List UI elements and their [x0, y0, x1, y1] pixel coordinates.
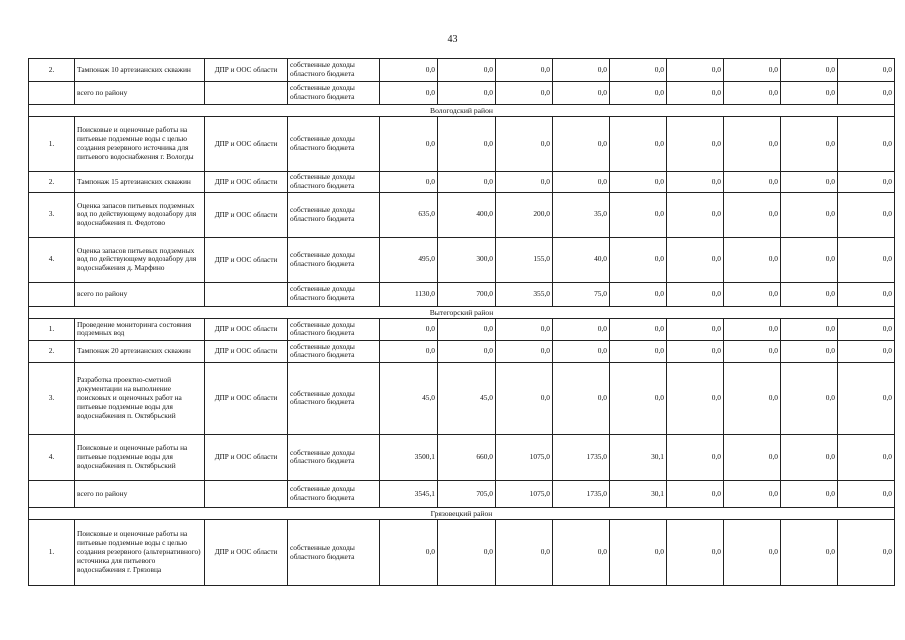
amount-cell: 0,0 — [724, 520, 781, 586]
table-row — [29, 362, 895, 434]
row-number: 2. — [29, 172, 75, 193]
amount-cell: 0,0 — [838, 172, 895, 193]
amount-cell: 0,0 — [553, 172, 610, 193]
program-table — [28, 58, 895, 586]
funding-source: собственные доходы областного бюджета — [288, 434, 380, 480]
amount-cell: 0,0 — [380, 340, 438, 362]
executor: ДПР и ООС области — [205, 434, 288, 480]
amount-cell: 0,0 — [496, 520, 553, 586]
amount-cell: 495,0 — [380, 237, 438, 282]
amount-cell: 0,0 — [438, 172, 496, 193]
amount-cell: 0,0 — [724, 362, 781, 434]
amount-cell: 0,0 — [553, 340, 610, 362]
funding-source: собственные доходы областного бюджета — [288, 117, 380, 172]
amount-cell: 0,0 — [496, 172, 553, 193]
executor: ДПР и ООС области — [205, 59, 288, 82]
page-number: 43 — [447, 34, 458, 45]
amount-cell: 0,0 — [553, 318, 610, 340]
district-header-row — [29, 306, 895, 318]
executor: ДПР и ООС области — [205, 362, 288, 434]
amount-cell: 0,0 — [667, 520, 724, 586]
table-row — [29, 318, 895, 340]
amount-cell: 0,0 — [553, 82, 610, 105]
row-number: 1. — [29, 117, 75, 172]
amount-cell: 635,0 — [380, 192, 438, 237]
amount-cell: 0,0 — [781, 434, 838, 480]
amount-cell: 0,0 — [838, 520, 895, 586]
amount-cell: 0,0 — [380, 172, 438, 193]
executor: ДПР и ООС области — [205, 520, 288, 586]
amount-cell: 0,0 — [667, 434, 724, 480]
amount-cell: 0,0 — [781, 318, 838, 340]
amount-cell: 0,0 — [781, 237, 838, 282]
amount-cell: 0,0 — [610, 192, 667, 237]
district-name: Грязовецкий район — [29, 507, 895, 519]
amount-cell: 0,0 — [380, 82, 438, 105]
work-description: всего по району — [75, 282, 205, 306]
amount-cell: 0,0 — [667, 117, 724, 172]
amount-cell: 0,0 — [496, 59, 553, 82]
amount-cell: 0,0 — [667, 172, 724, 193]
work-description: Тампонаж 15 артезианских скважин — [75, 172, 205, 193]
amount-cell: 355,0 — [496, 282, 553, 306]
amount-cell: 400,0 — [438, 192, 496, 237]
amount-cell: 40,0 — [553, 237, 610, 282]
row-number — [29, 480, 75, 507]
work-description: всего по району — [75, 82, 205, 105]
row-number: 3. — [29, 192, 75, 237]
amount-cell: 1075,0 — [496, 434, 553, 480]
table-row — [29, 192, 895, 237]
amount-cell: 1130,0 — [380, 282, 438, 306]
amount-cell: 0,0 — [667, 362, 724, 434]
amount-cell: 0,0 — [838, 434, 895, 480]
amount-cell: 0,0 — [438, 340, 496, 362]
work-description: Оценка запасов питьевых подземных вод по действующему водозабору для водоснабжения п. Федотово — [75, 192, 205, 237]
amount-cell: 0,0 — [781, 117, 838, 172]
amount-cell: 0,0 — [724, 434, 781, 480]
amount-cell: 0,0 — [781, 59, 838, 82]
executor — [205, 282, 288, 306]
amount-cell: 0,0 — [667, 318, 724, 340]
executor — [205, 82, 288, 105]
row-number: 2. — [29, 59, 75, 82]
row-number: 4. — [29, 237, 75, 282]
table-row — [29, 59, 895, 82]
amount-cell: 660,0 — [438, 434, 496, 480]
funding-source: собственные доходы областного бюджета — [288, 59, 380, 82]
amount-cell: 0,0 — [838, 340, 895, 362]
amount-cell: 0,0 — [438, 59, 496, 82]
amount-cell: 200,0 — [496, 192, 553, 237]
amount-cell: 0,0 — [610, 318, 667, 340]
amount-cell: 0,0 — [438, 520, 496, 586]
funding-source: собственные доходы областного бюджета — [288, 282, 380, 306]
funding-source: собственные доходы областного бюджета — [288, 362, 380, 434]
amount-cell: 0,0 — [838, 318, 895, 340]
funding-source: собственные доходы областного бюджета — [288, 340, 380, 362]
amount-cell: 0,0 — [724, 282, 781, 306]
amount-cell: 0,0 — [610, 82, 667, 105]
amount-cell: 0,0 — [724, 480, 781, 507]
amount-cell: 0,0 — [781, 362, 838, 434]
table-body — [29, 59, 895, 586]
amount-cell: 0,0 — [838, 237, 895, 282]
amount-cell: 0,0 — [724, 117, 781, 172]
amount-cell: 0,0 — [838, 362, 895, 434]
row-number: 1. — [29, 318, 75, 340]
row-number: 4. — [29, 434, 75, 480]
amount-cell: 45,0 — [438, 362, 496, 434]
amount-cell: 0,0 — [838, 480, 895, 507]
amount-cell: 0,0 — [838, 82, 895, 105]
district-name: Вологодский район — [29, 105, 895, 117]
amount-cell: 35,0 — [553, 192, 610, 237]
work-description: Поисковые и оценочные работы на питьевые подземные воды для водоснабжения п. Октябрьский — [75, 434, 205, 480]
amount-cell: 0,0 — [553, 117, 610, 172]
amount-cell: 75,0 — [553, 282, 610, 306]
funding-source: собственные доходы областного бюджета — [288, 192, 380, 237]
amount-cell: 0,0 — [667, 192, 724, 237]
table-row — [29, 237, 895, 282]
amount-cell: 0,0 — [438, 318, 496, 340]
funding-source: собственные доходы областного бюджета — [288, 520, 380, 586]
executor: ДПР и ООС области — [205, 340, 288, 362]
amount-cell: 0,0 — [610, 172, 667, 193]
amount-cell: 0,0 — [553, 59, 610, 82]
executor: ДПР и ООС области — [205, 318, 288, 340]
amount-cell: 0,0 — [496, 362, 553, 434]
funding-source: собственные доходы областного бюджета — [288, 480, 380, 507]
work-description: Проведение мониторинга состояния подземных вод — [75, 318, 205, 340]
amount-cell: 0,0 — [438, 117, 496, 172]
amount-cell: 0,0 — [667, 340, 724, 362]
executor: ДПР и ООС области — [205, 172, 288, 193]
district-name: Вытегорский район — [29, 306, 895, 318]
amount-cell: 0,0 — [610, 59, 667, 82]
amount-cell: 0,0 — [496, 318, 553, 340]
amount-cell: 700,0 — [438, 282, 496, 306]
amount-cell: 0,0 — [667, 480, 724, 507]
work-description: всего по району — [75, 480, 205, 507]
amount-cell: 0,0 — [553, 520, 610, 586]
amount-cell: 0,0 — [610, 362, 667, 434]
district-header-row — [29, 507, 895, 519]
row-number: 1. — [29, 520, 75, 586]
amount-cell: 0,0 — [781, 340, 838, 362]
table-row — [29, 82, 895, 105]
work-description: Разработка проектно-сметной документации на выполнение поисковых и оценочных работ на питьевые подземные воды для водоснабжения п. Октябрьский — [75, 362, 205, 434]
executor — [205, 480, 288, 507]
amount-cell: 0,0 — [380, 318, 438, 340]
amount-cell: 1735,0 — [553, 434, 610, 480]
amount-cell: 30,1 — [610, 434, 667, 480]
amount-cell: 0,0 — [724, 172, 781, 193]
amount-cell: 705,0 — [438, 480, 496, 507]
table-row — [29, 480, 895, 507]
amount-cell: 0,0 — [781, 192, 838, 237]
work-description: Тампонаж 10 артезианских скважин — [75, 59, 205, 82]
amount-cell: 0,0 — [838, 282, 895, 306]
amount-cell: 30,1 — [610, 480, 667, 507]
funding-source: собственные доходы областного бюджета — [288, 172, 380, 193]
work-description: Поисковые и оценочные работы на питьевые подземные воды с целью создания резервного источника для питьевого водоснабжения г. Вологды — [75, 117, 205, 172]
amount-cell: 3500,1 — [380, 434, 438, 480]
amount-cell: 0,0 — [380, 59, 438, 82]
work-description: Тампонаж 20 артезианских скважин — [75, 340, 205, 362]
amount-cell: 0,0 — [724, 192, 781, 237]
work-description: Поисковые и оценочные работы на питьевые подземные воды с целью создания резервного (альтернативного) источника для питьевого водоснабжения г. Грязовца — [75, 520, 205, 586]
amount-cell: 0,0 — [724, 237, 781, 282]
amount-cell: 3545,1 — [380, 480, 438, 507]
row-number: 3. — [29, 362, 75, 434]
table-row — [29, 282, 895, 306]
executor: ДПР и ООС области — [205, 117, 288, 172]
table-row — [29, 340, 895, 362]
amount-cell: 0,0 — [496, 117, 553, 172]
amount-cell: 0,0 — [610, 340, 667, 362]
amount-cell: 45,0 — [380, 362, 438, 434]
amount-cell: 0,0 — [781, 520, 838, 586]
amount-cell: 0,0 — [610, 117, 667, 172]
amount-cell: 0,0 — [667, 82, 724, 105]
work-description: Оценка запасов питьевых подземных вод по действующему водозабору для водоснабжения д. Марфино — [75, 237, 205, 282]
amount-cell: 0,0 — [610, 282, 667, 306]
amount-cell: 0,0 — [667, 282, 724, 306]
row-number — [29, 282, 75, 306]
amount-cell: 0,0 — [724, 318, 781, 340]
amount-cell: 0,0 — [667, 59, 724, 82]
amount-cell: 0,0 — [610, 520, 667, 586]
table-row — [29, 520, 895, 586]
table-row — [29, 117, 895, 172]
amount-cell: 0,0 — [838, 117, 895, 172]
amount-cell: 300,0 — [438, 237, 496, 282]
amount-cell: 0,0 — [838, 59, 895, 82]
row-number: 2. — [29, 340, 75, 362]
table-row — [29, 434, 895, 480]
amount-cell: 0,0 — [496, 82, 553, 105]
amount-cell: 0,0 — [838, 192, 895, 237]
funding-source: собственные доходы областного бюджета — [288, 237, 380, 282]
amount-cell: 1735,0 — [553, 480, 610, 507]
amount-cell: 0,0 — [380, 520, 438, 586]
amount-cell: 0,0 — [724, 340, 781, 362]
amount-cell: 0,0 — [781, 282, 838, 306]
funding-source: собственные доходы областного бюджета — [288, 318, 380, 340]
amount-cell: 0,0 — [380, 117, 438, 172]
table-row — [29, 172, 895, 193]
amount-cell: 0,0 — [610, 237, 667, 282]
amount-cell: 0,0 — [667, 237, 724, 282]
row-number — [29, 82, 75, 105]
amount-cell: 0,0 — [724, 59, 781, 82]
amount-cell: 0,0 — [496, 340, 553, 362]
funding-source: собственные доходы областного бюджета — [288, 82, 380, 105]
amount-cell: 0,0 — [781, 82, 838, 105]
amount-cell: 1075,0 — [496, 480, 553, 507]
amount-cell: 0,0 — [553, 362, 610, 434]
amount-cell: 155,0 — [496, 237, 553, 282]
amount-cell: 0,0 — [781, 480, 838, 507]
executor: ДПР и ООС области — [205, 237, 288, 282]
executor: ДПР и ООС области — [205, 192, 288, 237]
amount-cell: 0,0 — [781, 172, 838, 193]
amount-cell: 0,0 — [724, 82, 781, 105]
district-header-row — [29, 105, 895, 117]
amount-cell: 0,0 — [438, 82, 496, 105]
